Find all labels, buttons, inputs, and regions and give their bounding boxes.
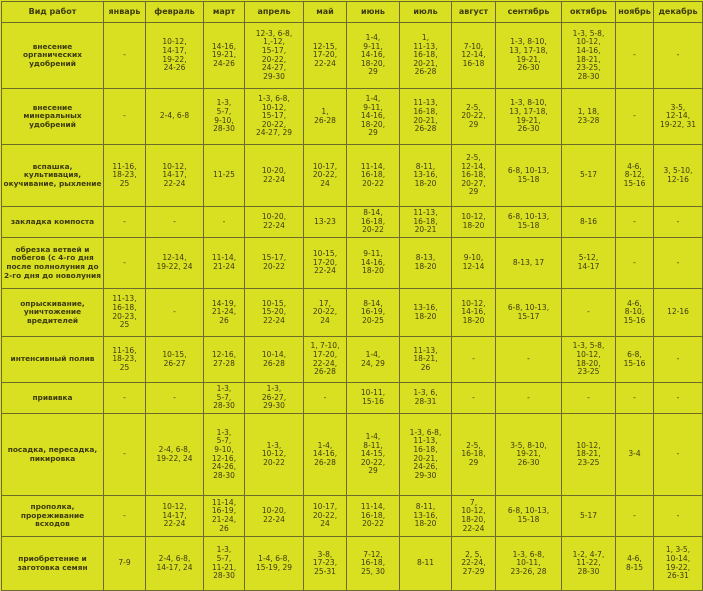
date-cell: 10-17, 20-22, 24 [304, 145, 347, 207]
date-cell: - [104, 207, 146, 238]
date-cell: 2-5, 20-22, 29 [452, 89, 496, 145]
date-cell: 3, 5-10, 12-16 [654, 145, 703, 207]
column-header-month: октябрь [562, 2, 616, 23]
date-cell: 1, 7-10, 17-20, 22-24, 26-28 [304, 337, 347, 383]
date-cell: 6-8, 10-13, 15-18 [496, 496, 562, 537]
date-cell: 13-16, 18-20 [400, 289, 452, 337]
date-cell: - [654, 414, 703, 496]
date-cell: 11-13, 16-18, 20-21 [400, 207, 452, 238]
date-cell: - [654, 23, 703, 89]
column-header-month: март [204, 2, 245, 23]
date-cell: 5-12, 14-17 [562, 238, 616, 289]
date-cell: 1-4, 9-11, 14-16, 18-20, 29 [347, 23, 400, 89]
column-header-month: июль [400, 2, 452, 23]
date-cell: 14-16, 19-21, 24-26 [204, 23, 245, 89]
column-header-month: май [304, 2, 347, 23]
date-cell: 1-4, 6-8, 15-19, 29 [245, 537, 304, 591]
date-cell: 10-14, 26-28 [245, 337, 304, 383]
date-cell: 14-19, 21-24, 26 [204, 289, 245, 337]
work-type-cell: приобретение и заготовка семян [2, 537, 104, 591]
date-cell: 11-16, 18-23, 25 [104, 337, 146, 383]
date-cell: 2-5, 16-18, 29 [452, 414, 496, 496]
date-cell: 1, 11-13, 16-18, 20-21, 26-28 [400, 23, 452, 89]
date-cell: 8-11, 13-16, 18-20 [400, 145, 452, 207]
date-cell: 9-11, 14-16, 18-20 [347, 238, 400, 289]
date-cell: - [616, 496, 654, 537]
column-header-month: ноябрь [616, 2, 654, 23]
date-cell: 4-6, 8-12, 15-16 [616, 145, 654, 207]
date-cell: 2, 5, 22-24, 27-29 [452, 537, 496, 591]
table-row [2, 207, 703, 238]
date-cell: 6-8, 10-13, 15-18 [496, 145, 562, 207]
column-header-month: январь [104, 2, 146, 23]
date-cell: 10-20, 22-24 [245, 207, 304, 238]
date-cell: 11-14, 21-24 [204, 238, 245, 289]
date-cell: 1-4, 24, 29 [347, 337, 400, 383]
date-cell: 1-3, 8-10, 13, 17-18, 19-21, 26-30 [496, 89, 562, 145]
date-cell: - [104, 23, 146, 89]
date-cell: 9-10, 12-14 [452, 238, 496, 289]
date-cell: - [654, 337, 703, 383]
date-cell: 7, 10-12, 18-20, 22-24 [452, 496, 496, 537]
date-cell: - [452, 337, 496, 383]
date-cell: 1-4, 8-11, 14-15, 20-22, 29 [347, 414, 400, 496]
date-cell: - [146, 383, 204, 414]
date-cell: 8-11 [400, 537, 452, 591]
table-row [2, 537, 703, 591]
column-header-month: июнь [347, 2, 400, 23]
table-row [2, 414, 703, 496]
date-cell: - [616, 383, 654, 414]
work-type-cell: внесение органических удобрений [2, 23, 104, 89]
date-cell: 8-13, 17 [496, 238, 562, 289]
date-cell: 12-15, 17-20, 22-24 [304, 23, 347, 89]
work-type-cell: прививка [2, 383, 104, 414]
date-cell: 3-4 [616, 414, 654, 496]
date-cell: - [146, 207, 204, 238]
date-cell: 10-15, 26-27 [146, 337, 204, 383]
date-cell: 11-13, 16-18, 20-21, 26-28 [400, 89, 452, 145]
date-cell: 3-8, 17-23, 25-31 [304, 537, 347, 591]
date-cell: 1-3, 10-12, 20-22 [245, 414, 304, 496]
date-cell: 8-14, 16-19, 20-25 [347, 289, 400, 337]
date-cell: 1, 3-5, 10-14, 19-22, 26-31 [654, 537, 703, 591]
date-cell: - [616, 207, 654, 238]
date-cell: 12-3, 6-8, 1,-12, 15-17, 20-22, 24-27, 29-30 [245, 23, 304, 89]
date-cell: 1-3, 5-8, 10-12, 18-20, 23-25 [562, 337, 616, 383]
table-body [2, 23, 703, 591]
date-cell: 11-25 [204, 145, 245, 207]
date-cell: 13-23 [304, 207, 347, 238]
work-type-cell: обрезка ветвей и побегов (с 4-го дня после полнолуния до 2-го дня до новолуния [2, 238, 104, 289]
table-row [2, 89, 703, 145]
date-cell: 10-12, 14-17, 22-24 [146, 496, 204, 537]
work-type-cell: прополка, прореживание всходов [2, 496, 104, 537]
date-cell: 3-5, 8-10, 19-21, 26-30 [496, 414, 562, 496]
date-cell: 11-14, 16-18, 20-22 [347, 496, 400, 537]
date-cell: 10-12, 14-17, 19-22, 24-26 [146, 23, 204, 89]
date-cell: 4-6, 8-15 [616, 537, 654, 591]
date-cell: 1-4, 9-11, 14-16, 18-20, 29 [347, 89, 400, 145]
date-cell: - [104, 238, 146, 289]
date-cell: 1-3, 5-7, 28-30 [204, 383, 245, 414]
date-cell: 8-14, 16-18, 20-22 [347, 207, 400, 238]
date-cell: 1, 26-28 [304, 89, 347, 145]
date-cell: 6-8, 10-13, 15-17 [496, 289, 562, 337]
date-cell: 10-12, 14-16, 18-20 [452, 289, 496, 337]
date-cell: 1-3, 6-8, 11-13, 16-18, 20-21, 24-26, 29-30 [400, 414, 452, 496]
date-cell: 2-4, 6-8 [146, 89, 204, 145]
date-cell: 12-16 [654, 289, 703, 337]
date-cell: 7-9 [104, 537, 146, 591]
date-cell: 10-12, 14-17, 22-24 [146, 145, 204, 207]
date-cell: 5-17 [562, 496, 616, 537]
date-cell: 1-3, 6-8, 10-12, 15-17, 20-22, 24-27, 29 [245, 89, 304, 145]
table-row [2, 238, 703, 289]
date-cell: 10-20, 22-24 [245, 145, 304, 207]
date-cell: 8-11, 13-16, 18-20 [400, 496, 452, 537]
date-cell: 10-17, 20-22, 24 [304, 496, 347, 537]
date-cell: 6-8, 15-16 [616, 337, 654, 383]
date-cell: - [304, 383, 347, 414]
column-header-month: декабрь [654, 2, 703, 23]
date-cell: - [104, 89, 146, 145]
date-cell: - [104, 383, 146, 414]
date-cell: 8-16 [562, 207, 616, 238]
date-cell: 8-13, 18-20 [400, 238, 452, 289]
date-cell: 1-3, 6-8, 10-11, 23-26, 28 [496, 537, 562, 591]
date-cell: - [654, 496, 703, 537]
date-cell: 10-15, 15-20, 22-24 [245, 289, 304, 337]
date-cell: 15-17, 20-22 [245, 238, 304, 289]
date-cell: - [616, 238, 654, 289]
work-type-cell: посадка, пересадка, пикировка [2, 414, 104, 496]
table-row [2, 337, 703, 383]
header-row [2, 2, 703, 23]
date-cell: - [562, 383, 616, 414]
work-type-cell: внесение минеральных удобрений [2, 89, 104, 145]
date-cell: 1, 18, 23-28 [562, 89, 616, 145]
date-cell: 11-13, 18-21, 26 [400, 337, 452, 383]
date-cell: 4-6, 8-10, 15-16 [616, 289, 654, 337]
date-cell: - [204, 207, 245, 238]
date-cell: - [616, 23, 654, 89]
date-cell: 3-5, 12-14, 19-22, 31 [654, 89, 703, 145]
table-row [2, 145, 703, 207]
column-header-work-type: Вид работ [2, 2, 104, 23]
garden-works-calendar-table [1, 1, 703, 591]
date-cell: 11-13, 16-18, 20-23, 25 [104, 289, 146, 337]
date-cell: - [146, 289, 204, 337]
work-type-cell: закладка компоста [2, 207, 104, 238]
table-row [2, 23, 703, 89]
table-row [2, 496, 703, 537]
date-cell: - [452, 383, 496, 414]
date-cell: 2-4, 6-8, 19-22, 24 [146, 414, 204, 496]
column-header-month: апрель [245, 2, 304, 23]
date-cell: 1-3, 5-8, 10-12, 14-16, 18-21, 23-25, 28-30 [562, 23, 616, 89]
date-cell: 10-12, 18-21, 23-25 [562, 414, 616, 496]
date-cell: 1-3, 5-7, 9-10, 28-30 [204, 89, 245, 145]
column-header-month: сентябрь [496, 2, 562, 23]
date-cell: 12-14, 19-22, 24 [146, 238, 204, 289]
date-cell: 1-3, 6, 28-31 [400, 383, 452, 414]
date-cell: 11-14, 16-19, 21-24, 26 [204, 496, 245, 537]
date-cell: - [496, 383, 562, 414]
date-cell: 1-2, 4-7, 11-22, 28-30 [562, 537, 616, 591]
date-cell: 10-20, 22-24 [245, 496, 304, 537]
table-row [2, 289, 703, 337]
work-type-cell: интенсивный полив [2, 337, 104, 383]
date-cell: 2-5, 12-14, 16-18, 20-27, 29 [452, 145, 496, 207]
date-cell: - [654, 383, 703, 414]
date-cell: - [616, 89, 654, 145]
date-cell: 17, 20-22, 24 [304, 289, 347, 337]
date-cell: - [496, 337, 562, 383]
date-cell: 7-10, 12-14, 16-18 [452, 23, 496, 89]
date-cell: - [654, 207, 703, 238]
date-cell: 10-11, 15-16 [347, 383, 400, 414]
date-cell: 1-3, 8-10, 13, 17-18, 19-21, 26-30 [496, 23, 562, 89]
work-type-cell: вспашка, культивация, окучивание, рыхление [2, 145, 104, 207]
date-cell: 7-12, 16-18, 25, 30 [347, 537, 400, 591]
column-header-month: август [452, 2, 496, 23]
date-cell: 11-16, 18-23, 25 [104, 145, 146, 207]
date-cell: 12-16, 27-28 [204, 337, 245, 383]
date-cell: 1-4, 14-16, 26-28 [304, 414, 347, 496]
date-cell: 10-12, 18-20 [452, 207, 496, 238]
date-cell: 1-3, 5-7, 11-21, 28-30 [204, 537, 245, 591]
date-cell: 1-3, 5-7, 9-10, 12-16, 24-26, 28-30 [204, 414, 245, 496]
date-cell: - [562, 289, 616, 337]
date-cell: 10-15, 17-20, 22-24 [304, 238, 347, 289]
date-cell: 2-4, 6-8, 14-17, 24 [146, 537, 204, 591]
date-cell: 11-14, 16-18, 20-22 [347, 145, 400, 207]
table-row [2, 383, 703, 414]
date-cell: - [104, 496, 146, 537]
date-cell: 6-8, 10-13, 15-18 [496, 207, 562, 238]
date-cell: - [104, 414, 146, 496]
work-type-cell: опрыскивание, уничтожение вредителей [2, 289, 104, 337]
date-cell: 5-17 [562, 145, 616, 207]
column-header-month: февраль [146, 2, 204, 23]
date-cell: - [654, 238, 703, 289]
date-cell: 1-3, 26-27, 29-30 [245, 383, 304, 414]
